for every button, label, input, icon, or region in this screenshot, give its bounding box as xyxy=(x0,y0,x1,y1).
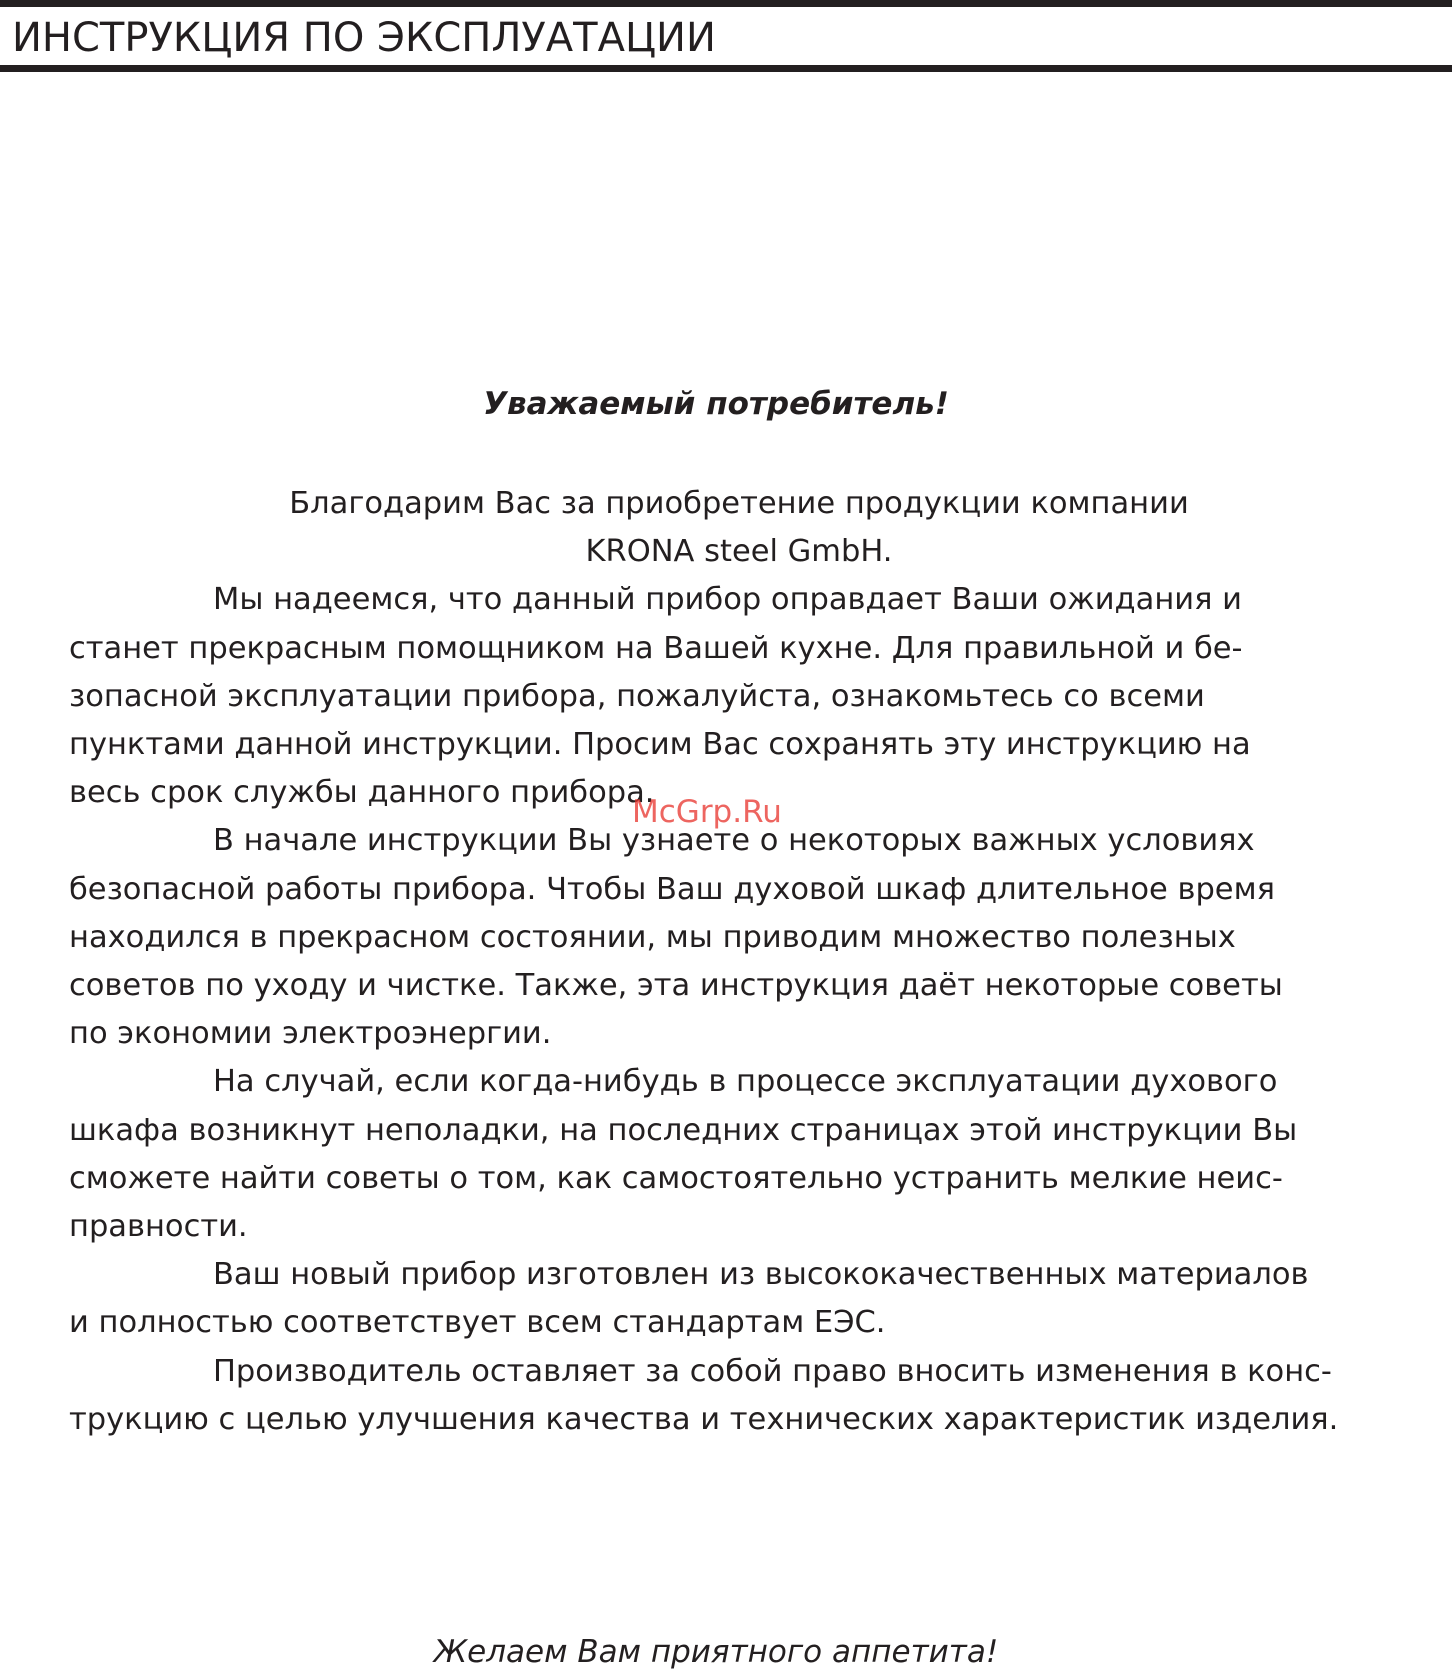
paragraph-line: Производитель оставляет за собой право вносить изменения в конс- xyxy=(213,1353,1332,1389)
paragraph-safety xyxy=(69,817,1409,1058)
intro-line: Благодарим Вас за приобретение продукции компании xyxy=(289,486,1189,521)
paragraph-line: правности. xyxy=(69,1209,248,1245)
salutation: Уважаемый потребитель! xyxy=(483,386,949,422)
paragraph-line: сможете найти советы о том, как самостоятельно устранить мелкие неис- xyxy=(69,1160,1283,1196)
paragraph-materials xyxy=(69,1251,1409,1347)
paragraph-line: трукцию с целью улучшения качества и технических характеристик изделия. xyxy=(69,1401,1339,1437)
paragraph-line: по экономии электроэнергии. xyxy=(69,1016,552,1052)
paragraph-line: зопасной эксплуатации прибора, пожалуйста, ознакомьтесь со всеми xyxy=(69,678,1205,714)
paragraph-line: советов по уходу и чистке. Также, эта инструкция даёт некоторые советы xyxy=(69,968,1283,1004)
paragraph-line: станет прекрасным помощником на Вашей кухне. Для правильной и бе- xyxy=(69,630,1243,666)
header-rule xyxy=(0,65,1452,72)
letter-body xyxy=(69,480,1409,1444)
paragraph-line: весь срок службы данного прибора. xyxy=(69,775,655,811)
paragraph-troubleshooting xyxy=(69,1058,1409,1251)
top-rule xyxy=(0,0,1452,7)
paragraph-line: находился в прекрасном состоянии, мы приводим множество полезных xyxy=(69,919,1236,955)
paragraph-line: шкафа возникнут неполадки, на последних страницах этой инструкции Вы xyxy=(69,1112,1298,1148)
paragraph-line: Мы надеемся, что данный прибор оправдает Ваши ожидания и xyxy=(213,582,1242,618)
paragraph-line: Ваш новый прибор изготовлен из высококачественных материалов xyxy=(213,1257,1309,1293)
paragraph-line: На случай, если когда-нибудь в процессе эксплуатации духового xyxy=(213,1064,1278,1100)
intro-company-line: KRONA steel GmbH. xyxy=(585,534,893,570)
page-header-title: ИНСТРУКЦИЯ ПО ЭКСПЛУАТАЦИИ xyxy=(12,15,716,61)
paragraph-line: и полностью соответствует всем стандартам ЕЭС. xyxy=(69,1305,886,1341)
paragraph-line: В начале инструкции Вы узнаете о некоторых важных условиях xyxy=(213,823,1255,859)
paragraph-line: пунктами данной инструкции. Просим Вас сохранять эту инструкцию на xyxy=(69,727,1251,763)
watermark: McGrp.Ru xyxy=(632,794,782,830)
closing-wish: Желаем Вам приятного аппетита! xyxy=(433,1634,999,1670)
paragraph-expectations xyxy=(69,576,1409,817)
paragraph-line: безопасной работы прибора. Чтобы Ваш духовой шкаф длительное время xyxy=(69,871,1275,907)
paragraph-manufacturer-rights xyxy=(69,1348,1409,1444)
